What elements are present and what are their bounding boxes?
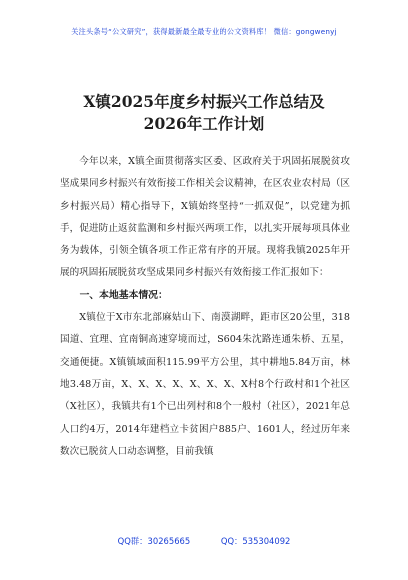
footer-qq-group: QQ群：30265665 xyxy=(117,536,191,546)
document-title-line2: 2026年工作计划 xyxy=(143,114,265,133)
document-body xyxy=(60,151,350,463)
section-heading-basic-info: 一、本地基本情况： xyxy=(79,289,168,301)
section-paragraph-basic-info: X镇位于X市东北部麻姑山下、南漠湖畔，距市区20公里，318国道、宜理、宜南铜高速穿境而过，S604朱沈路连通朱桥、五星，交通便捷。X镇镇域面积115.99平方公里，其中耕地5.84万亩，林地3.48万亩，X、X、X、X、X、X、X、X村8个行政村和1个社区（X社区），我镇共有1个已出列村和8个一般村（社区），2021年总人口约4万，2014年建档立卡贫困户885户、1601人，经过历年来数次已脱贫人口动态调整，目前我镇 xyxy=(60,312,350,457)
footer-contact xyxy=(0,535,408,547)
intro-paragraph: 今年以来，X镇全面贯彻落实区委、区政府关于巩固拓展脱贫攻坚成果同乡村振兴有效衔接工作相关会议精神，在区农业农村局（区乡村振兴局）精心指导下，X镇始终坚持“一抓双促”，以党建为抓手，促进防止返贫监测和乡村振兴两项工作，以扎实开展每项具体业务为载体，引领全镇各项工作正常有序的开展。现将我镇2025年开展的巩固拓展脱贫攻坚成果同乡村振兴有效衔接工作汇报如下： xyxy=(60,156,350,279)
header-promo-note: 关注头条号“公文研究”，获得最新最全最专业的公文资料库！ 微信：gongwenyj xyxy=(71,27,337,36)
footer-qq: QQ：535304092 xyxy=(220,536,291,546)
document-title-line1: X镇2025年度乡村振兴工作总结及 xyxy=(83,92,325,111)
